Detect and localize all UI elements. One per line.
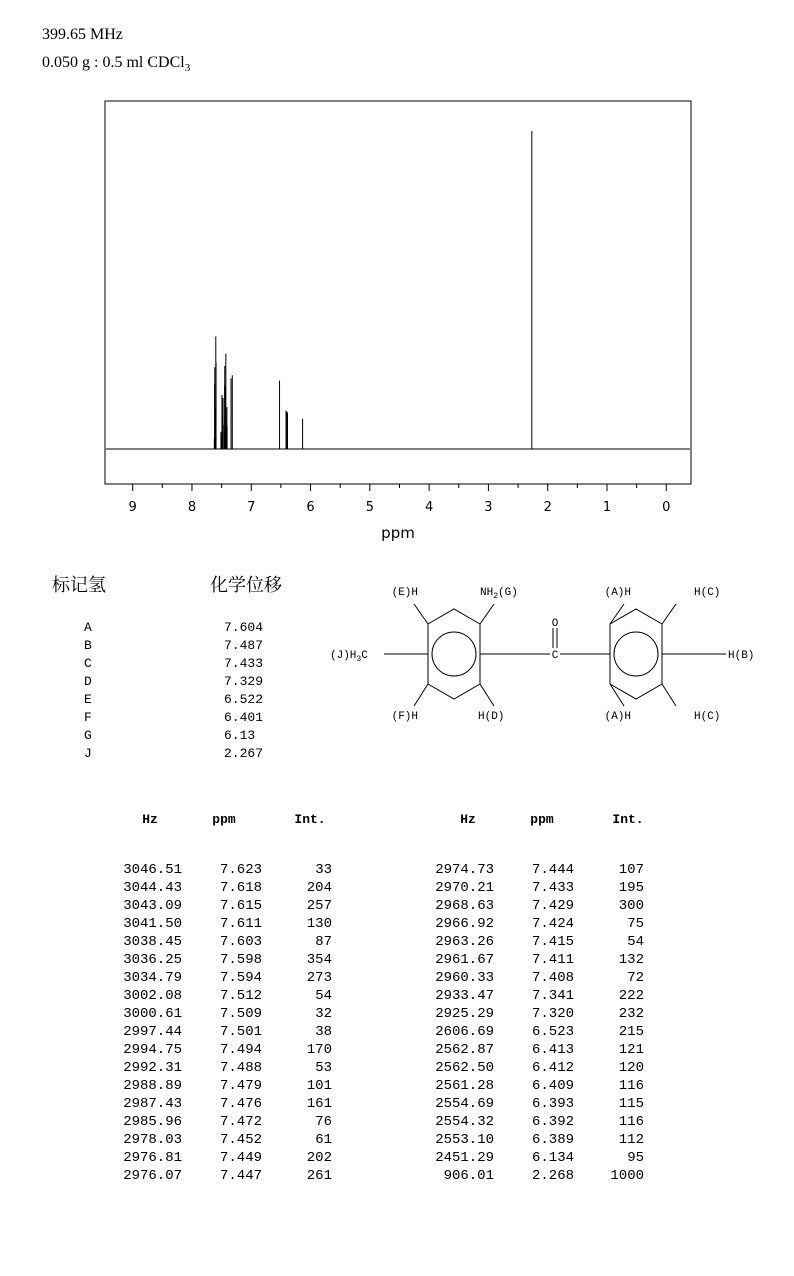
peak-table-cell: 54 bbox=[315, 988, 332, 1004]
assignment-shift: 7.487 bbox=[224, 638, 264, 653]
peak-table-cell: 112 bbox=[618, 1132, 644, 1148]
peak-table-cell: 2976.81 bbox=[123, 1150, 182, 1166]
label-a-h-top: (A)H bbox=[604, 587, 631, 599]
peak-table-cell: 7.512 bbox=[219, 988, 262, 1004]
bond-c-top bbox=[662, 604, 676, 624]
peak-table-cell: 2451.29 bbox=[435, 1150, 494, 1166]
peak-table-cell: 7.411 bbox=[531, 952, 574, 968]
label-nh2-text: NH bbox=[480, 587, 494, 599]
peak-table-cell: 76 bbox=[315, 1114, 332, 1130]
peak-table-cell: 2562.87 bbox=[435, 1042, 494, 1058]
peak-table-cell: 3043.09 bbox=[123, 898, 182, 914]
label-nh2-sub: 2 bbox=[493, 592, 499, 601]
peak-table-cell: 7.509 bbox=[219, 1006, 262, 1022]
bond-nh2 bbox=[480, 604, 494, 624]
peak-table-header: Int. bbox=[612, 812, 644, 827]
bond-c-bot bbox=[662, 684, 676, 706]
label-b-h: H(B) bbox=[728, 650, 755, 662]
peak-table-cell: 7.447 bbox=[219, 1168, 262, 1184]
peak-table-cell: 273 bbox=[306, 970, 332, 986]
label-o: O bbox=[551, 618, 559, 630]
peak-table-cell: 7.494 bbox=[219, 1042, 262, 1058]
label-ch3-text: (J)H bbox=[330, 650, 357, 662]
left-ring-circle bbox=[432, 632, 476, 676]
peak-table-cell: 6.523 bbox=[531, 1024, 574, 1040]
label-ch3-c: C bbox=[361, 650, 368, 662]
x-tick-label: 1 bbox=[602, 500, 612, 515]
sample-text: 0.050 g : 0.5 ml CDCl bbox=[42, 54, 185, 71]
peak-table-cell: 2963.26 bbox=[435, 934, 494, 950]
peak-table-header: ppm bbox=[530, 812, 554, 827]
peak-table-cell: 7.424 bbox=[531, 916, 574, 932]
label-a-h-bot: (A)H bbox=[604, 711, 631, 723]
plot-frame bbox=[105, 101, 691, 484]
assignment-header-label: 标记氢 bbox=[52, 575, 106, 596]
peak-table-cell: 7.476 bbox=[219, 1096, 262, 1112]
assignment-shift: 6.401 bbox=[224, 710, 264, 725]
molecule-structure bbox=[326, 578, 776, 738]
peak-table-cell: 215 bbox=[618, 1024, 644, 1040]
peak-table-cell: 3000.61 bbox=[123, 1006, 182, 1022]
peak-table-cell: 2933.47 bbox=[435, 988, 494, 1004]
bond-a-bot bbox=[610, 684, 624, 706]
peak-table-cell: 257 bbox=[306, 898, 332, 914]
peak-table-cell: 72 bbox=[627, 970, 644, 986]
peak-table-cell: 204 bbox=[306, 880, 332, 896]
peak-table-cell: 3041.50 bbox=[123, 916, 182, 932]
peak-table-cell: 7.415 bbox=[531, 934, 574, 950]
peak-table-cell: 2987.43 bbox=[123, 1096, 182, 1112]
label-nh2-g: (G) bbox=[498, 587, 518, 599]
peak-table-cell: 2994.75 bbox=[123, 1042, 182, 1058]
peak-table-cell: 3046.51 bbox=[123, 862, 182, 878]
peak-table-cell: 161 bbox=[306, 1096, 332, 1112]
x-tick-label: 6 bbox=[306, 500, 315, 515]
label-d-h: H(D) bbox=[478, 711, 505, 723]
peak-table-cell: 2974.73 bbox=[435, 862, 494, 878]
peak-table-cell: 354 bbox=[306, 952, 332, 968]
peak-table-cell: 75 bbox=[627, 916, 644, 932]
peak-table-cell: 3034.79 bbox=[123, 970, 182, 986]
label-c-h-top: H(C) bbox=[694, 587, 721, 599]
peak-table-cell: 120 bbox=[618, 1060, 644, 1076]
peak-table-cell: 33 bbox=[315, 862, 332, 878]
peak-table-cell: 6.409 bbox=[531, 1078, 574, 1094]
assignment-label: C bbox=[84, 656, 92, 671]
peak-table-cell: 2561.28 bbox=[435, 1078, 494, 1094]
peak-table-cell: 6.393 bbox=[531, 1096, 574, 1112]
label-f-h: (F)H bbox=[391, 711, 418, 723]
x-tick-label: 9 bbox=[128, 500, 137, 515]
assignment-shift: 2.267 bbox=[224, 746, 264, 761]
peak-table-cell: 2960.33 bbox=[435, 970, 494, 986]
x-tick-label: 4 bbox=[424, 500, 434, 515]
right-benzene-ring bbox=[610, 609, 662, 699]
label-ch3-sub: 3 bbox=[356, 655, 362, 664]
x-tick-label: 2 bbox=[543, 500, 552, 515]
peak-table-cell: 2961.67 bbox=[435, 952, 494, 968]
peak-table-cell: 2985.96 bbox=[123, 1114, 182, 1130]
peak-table-cell: 7.479 bbox=[219, 1078, 262, 1094]
peak-table-cell: 107 bbox=[618, 862, 644, 878]
assignment-label: E bbox=[84, 692, 92, 707]
spectrum-peaks bbox=[214, 131, 531, 449]
peak-table-cell: 906.01 bbox=[443, 1168, 494, 1184]
peak-table-cell: 3002.08 bbox=[123, 988, 182, 1004]
label-nh2 bbox=[480, 587, 518, 601]
peak-table-cell: 7.408 bbox=[531, 970, 574, 986]
peak-table-cell: 3044.43 bbox=[123, 880, 182, 896]
peak-table-cell: 2970.21 bbox=[435, 880, 494, 896]
peak-table-header: Int. bbox=[294, 812, 326, 827]
bond-d bbox=[480, 684, 494, 706]
x-tick-label: 3 bbox=[484, 500, 493, 515]
peak-table-cell: 195 bbox=[618, 880, 644, 896]
peak-table-header: ppm bbox=[212, 812, 236, 827]
peak-table-cell: 7.594 bbox=[219, 970, 262, 986]
peak-table-cell: 6.134 bbox=[531, 1150, 574, 1166]
peak-table-cell: 2554.69 bbox=[435, 1096, 494, 1112]
peak-table-cell: 7.598 bbox=[219, 952, 262, 968]
peak-table-cell: 101 bbox=[306, 1078, 332, 1094]
peak-table-cell: 6.413 bbox=[531, 1042, 574, 1058]
bond-f bbox=[414, 684, 428, 706]
peak-table-cell: 116 bbox=[618, 1078, 644, 1094]
peak-table-cell: 7.452 bbox=[219, 1132, 262, 1148]
peak-table-cell: 6.412 bbox=[531, 1060, 574, 1076]
peak-table-cell: 2966.92 bbox=[435, 916, 494, 932]
assignment-label: G bbox=[84, 728, 92, 743]
peak-table-cell: 38 bbox=[315, 1024, 332, 1040]
nmr-spectrum-chart bbox=[0, 0, 794, 560]
peak-table-cell: 2988.89 bbox=[123, 1078, 182, 1094]
peak-table-cell: 7.341 bbox=[531, 988, 574, 1004]
peak-table-cell: 2968.63 bbox=[435, 898, 494, 914]
peak-table-cell: 7.603 bbox=[219, 934, 262, 950]
bond-a-top bbox=[610, 604, 624, 624]
bond-e bbox=[414, 604, 428, 624]
peak-table-cell: 121 bbox=[618, 1042, 644, 1058]
peak-table-cell: 2976.07 bbox=[123, 1168, 182, 1184]
peak-table-cell: 7.449 bbox=[219, 1150, 262, 1166]
peak-table-cell: 7.320 bbox=[531, 1006, 574, 1022]
peak-table-cell: 95 bbox=[627, 1150, 644, 1166]
peak-table-cell: 2606.69 bbox=[435, 1024, 494, 1040]
peak-table-cell: 115 bbox=[618, 1096, 644, 1112]
peak-table-cell: 7.429 bbox=[531, 898, 574, 914]
peak-table-cell: 261 bbox=[306, 1168, 332, 1184]
x-tick-label: 8 bbox=[187, 500, 197, 515]
peak-table-cell: 61 bbox=[315, 1132, 332, 1148]
peak-table-cell: 202 bbox=[306, 1150, 332, 1166]
assignment-label: J bbox=[84, 746, 92, 761]
assignment-label: A bbox=[84, 620, 92, 635]
peak-table-cell: 87 bbox=[315, 934, 332, 950]
assignment-label: F bbox=[84, 710, 92, 725]
peak-table-cell: 32 bbox=[315, 1006, 332, 1022]
assignment-shift: 7.604 bbox=[224, 620, 264, 635]
peak-table-cell: 170 bbox=[306, 1042, 332, 1058]
peak-table-cell: 2554.32 bbox=[435, 1114, 494, 1130]
sample-subscript: 3 bbox=[184, 62, 191, 75]
peak-table-cell: 53 bbox=[315, 1060, 332, 1076]
peak-table-cell: 7.501 bbox=[219, 1024, 262, 1040]
x-tick-label: 0 bbox=[662, 500, 671, 515]
peak-table-cell: 2.268 bbox=[531, 1168, 574, 1184]
assignment-shift: 6.13 bbox=[224, 728, 256, 743]
label-ch3 bbox=[330, 650, 368, 664]
peak-table-cell: 2553.10 bbox=[435, 1132, 494, 1148]
peak-table-cell: 7.488 bbox=[219, 1060, 262, 1076]
peak-table-cell: 7.472 bbox=[219, 1114, 262, 1130]
peak-table-cell: 1000 bbox=[610, 1168, 644, 1184]
peak-table-cell: 132 bbox=[618, 952, 644, 968]
x-axis-label: ppm bbox=[381, 524, 415, 542]
peak-table-header: Hz bbox=[142, 812, 158, 827]
peak-table-cell: 7.444 bbox=[531, 862, 574, 878]
peak-table-cell: 3038.45 bbox=[123, 934, 182, 950]
peak-table-cell: 6.392 bbox=[531, 1114, 574, 1130]
assignment-header-shift: 化学位移 bbox=[210, 575, 282, 596]
peak-table-cell: 2925.29 bbox=[435, 1006, 494, 1022]
assignment-label: D bbox=[84, 674, 92, 689]
peak-table-cell: 7.611 bbox=[219, 916, 262, 932]
peak-table-cell: 7.618 bbox=[219, 880, 262, 896]
x-tick-label: 5 bbox=[365, 500, 374, 515]
peak-table-cell: 54 bbox=[627, 934, 644, 950]
x-axis-ticks bbox=[129, 484, 671, 515]
peak-table-cell: 300 bbox=[618, 898, 644, 914]
peak-table-cell: 7.623 bbox=[219, 862, 262, 878]
peak-table-cell: 7.615 bbox=[219, 898, 262, 914]
peak-table-cell: 232 bbox=[618, 1006, 644, 1022]
label-c-h-bot: H(C) bbox=[694, 711, 721, 723]
label-e-h: (E)H bbox=[391, 587, 418, 599]
right-ring-circle bbox=[614, 632, 658, 676]
assignment-shift: 6.522 bbox=[224, 692, 264, 707]
assignment-label: B bbox=[84, 638, 92, 653]
label-carbonyl-c: C bbox=[551, 650, 559, 662]
peak-table-cell: 130 bbox=[306, 916, 332, 932]
peak-table-cell: 2992.31 bbox=[123, 1060, 182, 1076]
peak-table-cell: 2978.03 bbox=[123, 1132, 182, 1148]
peak-table-cell: 3036.25 bbox=[123, 952, 182, 968]
assignment-shift: 7.329 bbox=[224, 674, 264, 689]
peak-table-cell: 2997.44 bbox=[123, 1024, 182, 1040]
peak-table-cell: 2562.50 bbox=[435, 1060, 494, 1076]
peak-table-cell: 222 bbox=[618, 988, 644, 1004]
peak-table-cell: 7.433 bbox=[531, 880, 574, 896]
spectrometer-frequency: 399.65 MHz bbox=[42, 26, 123, 43]
peak-table-header: Hz bbox=[460, 812, 476, 827]
left-benzene-ring bbox=[428, 609, 480, 699]
peak-table-cell: 6.389 bbox=[531, 1132, 574, 1148]
peak-table-cell: 116 bbox=[618, 1114, 644, 1130]
x-tick-label: 7 bbox=[247, 500, 256, 515]
assignment-shift: 7.433 bbox=[224, 656, 264, 671]
